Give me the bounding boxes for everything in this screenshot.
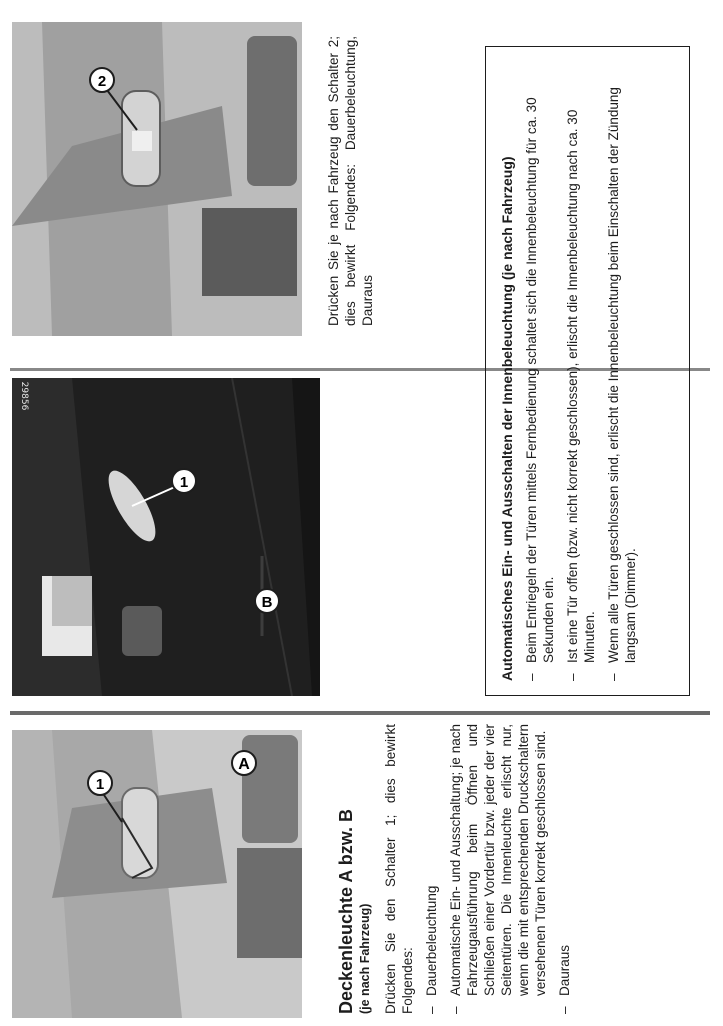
list-item: – Beim Entriegeln der Türen mittels Fernbedienung schaltet sich die Innenbeleuchtung für ca. 30 Sekunden ein. — [523, 61, 557, 681]
notice-list — [523, 61, 639, 681]
notice-box — [485, 46, 690, 696]
section-subheading: (je nach Fahrzeug) — [358, 903, 372, 1014]
photo-code: 29856 — [19, 381, 29, 411]
ceiling-light-b-illustration — [12, 378, 320, 696]
list-item: – Wenn alle Türen geschlossen sind, erlischt die Innenbeleuchtung beim Einschalten der Zündung langsam (Dimmer). — [605, 61, 639, 681]
section-heading: Deckenleuchte A bzw. B — [336, 808, 356, 1014]
photo-label-a: A — [238, 756, 250, 773]
list-item: – Automatische Ein- und Ausschaltung; je nach Fahrzeugausführung beim Öffnen und Schließen einer Vordertür bzw. jeder der vier Seitentüren. Die Innenleuchte erlischt nur, wenn die mit entsprechenden Druckschaltern versehenen Türen korrekt geschlossen sind. — [447, 724, 549, 1014]
photo-ceiling-light-b — [12, 378, 320, 696]
left-column — [335, 724, 573, 1014]
column-divider — [10, 711, 710, 715]
list-item: – Dauerbeleuchtung — [423, 724, 440, 1014]
notice-title: Automatisches Ein- und Ausschalten der Innenbeleuchtung (je nach Fahrzeug) — [499, 156, 515, 681]
photo-ceiling-light-2 — [12, 22, 302, 336]
ceiling-light-a-illustration — [12, 730, 302, 1018]
feature-list — [423, 724, 573, 1014]
photo-ceiling-light-a — [12, 730, 302, 1018]
section-intro: Drücken Sie den Schalter 1; dies bewirkt Folgendes: — [383, 724, 415, 1014]
photo-label-2: 2 — [97, 73, 107, 90]
photo-label-b: B — [261, 594, 273, 611]
list-item: – Dauraus — [556, 724, 573, 1014]
photo-label-1: 1 — [95, 776, 105, 793]
photo-label-1-middle: 1 — [179, 474, 189, 491]
ceiling-light-2-illustration — [12, 22, 302, 336]
right-column-text: Drücken Sie je nach Fahrzeug den Schalter 2; dies bewirkt Folgendes: Dauerbeleuchtung, Dauraus — [326, 36, 375, 326]
list-item: – Ist eine Tür offen (bzw. nicht korrekt geschlossen), erlischt die Innenbeleuchtung nach ca. 30 Minuten. — [564, 61, 598, 681]
